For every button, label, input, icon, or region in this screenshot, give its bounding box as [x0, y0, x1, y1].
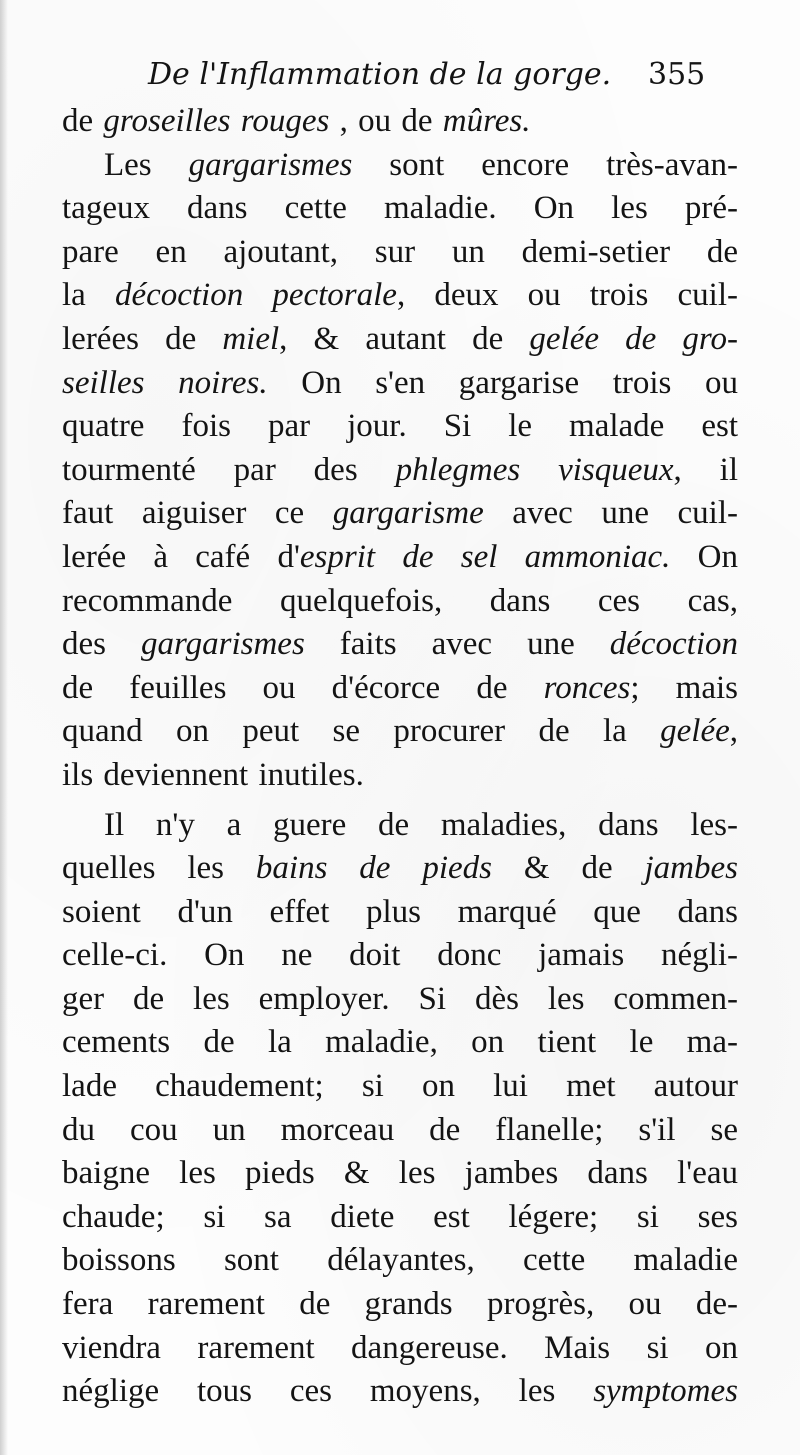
text-run: , ou de: [329, 103, 443, 139]
text-line: [62, 1283, 738, 1327]
body-text: [62, 100, 738, 1414]
text-line: [62, 536, 738, 580]
text-run: chaude; si sa diete est légere; si ses: [62, 1198, 738, 1235]
text-line: [62, 492, 738, 536]
text-run: ,: [729, 713, 738, 750]
text-run: de feuilles ou d'écorce de: [62, 669, 544, 706]
text-run: sont encore très-avan-: [352, 146, 738, 183]
text-run: de: [62, 103, 104, 139]
text-run: baigne les pieds & les jambes dans l'eau: [62, 1155, 738, 1192]
text-run: & de: [492, 850, 645, 887]
text-line: [62, 710, 738, 754]
text-run: tourmenté par des: [62, 451, 396, 488]
text-run: cements de la maladie, on tient le ma-: [62, 1024, 738, 1061]
text-line: [62, 1109, 738, 1153]
italic-text: décoction: [609, 626, 738, 663]
text-line: [62, 623, 738, 667]
italic-text: gelée de gro-: [529, 320, 738, 357]
italic-text: gargarisme: [332, 495, 484, 532]
text-line: [62, 274, 738, 318]
text-run: ger de les employer. Si dès les commen-: [62, 980, 738, 1017]
italic-text: groseilles rouges: [103, 103, 330, 139]
text-run: néglige tous ces moyens, les: [62, 1373, 594, 1410]
text-line: [62, 580, 738, 624]
text-run: lerées de: [62, 320, 223, 357]
text-run: Il n'y a guere de maladies, dans les-: [104, 806, 738, 843]
text-line: [62, 449, 738, 493]
text-run: fera rarement de grands progrès, ou de-: [62, 1286, 738, 1323]
text-line: [62, 318, 738, 362]
text-run: quelles les: [62, 850, 256, 887]
text-run: Les: [104, 146, 189, 183]
text-line: [62, 754, 738, 798]
italic-text: symptomes: [593, 1373, 738, 1410]
text-run: ils deviennent inutiles.: [62, 756, 364, 793]
text-line: [62, 847, 738, 891]
text-run: quand on peut se procurer de la: [62, 713, 661, 750]
text-run: , il: [673, 451, 738, 488]
italic-text: gargarismes: [188, 146, 353, 183]
text-line: [62, 1065, 738, 1109]
italic-text: seilles noires.: [62, 364, 268, 401]
text-run: ; mais: [630, 669, 738, 706]
text-run: recommande quelquefois, dans ces cas,: [62, 582, 738, 619]
italic-text: esprit de sel ammoniac.: [299, 538, 671, 575]
text-run: tageux dans cette maladie. On les pré-: [62, 190, 738, 227]
text-run: lade chaudement; si on lui met autour: [62, 1068, 738, 1105]
page-edge-shadow: [0, 0, 8, 1455]
text-run: du cou un morceau de flanelle; s'il se: [62, 1111, 738, 1148]
text-line: [62, 978, 738, 1022]
text-line: [62, 667, 738, 711]
italic-text: ronces: [543, 669, 631, 706]
text-run: viendra rarement dangereuse. Mais si on: [62, 1329, 738, 1366]
italic-text: mûres.: [442, 103, 531, 139]
text-line: [62, 1152, 738, 1196]
text-line: [62, 231, 738, 275]
chapter-title: De l'Inflammation de la gorge.: [148, 57, 612, 92]
italic-text: phlegmes visqueux: [395, 451, 674, 488]
text-line: [62, 1239, 738, 1283]
text-run: boissons sont délayantes, cette maladie: [62, 1242, 738, 1279]
text-run: faits avec une: [304, 626, 610, 663]
text-run: , & autant de: [279, 320, 530, 357]
text-line: [62, 1196, 738, 1240]
italic-text: gargarismes: [141, 626, 305, 663]
text-run: lerée à café d': [62, 538, 300, 575]
text-run: On s'en gargarise trois ou: [267, 364, 738, 401]
text-line: [62, 891, 738, 935]
text-line: [62, 100, 738, 144]
text-line: [62, 362, 738, 406]
text-line: [62, 405, 738, 449]
italic-text: jambes: [644, 850, 738, 887]
text-line: [62, 1021, 738, 1065]
text-line: [62, 1370, 738, 1414]
text-run: pare en ajoutant, sur un demi-setier de: [62, 233, 738, 270]
text-run: la: [62, 277, 115, 314]
text-run: faut aiguiser ce: [62, 495, 333, 532]
text-run: On: [670, 538, 738, 575]
page-number: 355: [648, 57, 706, 92]
italic-text: bains de pieds: [255, 850, 492, 887]
text-line: [62, 144, 738, 188]
italic-text: miel: [222, 320, 280, 357]
text-run: celle-ci. On ne doit donc jamais négli-: [62, 937, 738, 974]
running-header: [148, 52, 748, 98]
text-run: avec une cuil-: [483, 495, 739, 532]
italic-text: décoction pectorale: [114, 277, 397, 314]
text-line: [62, 187, 738, 231]
text-run: des: [62, 626, 141, 663]
text-run: quatre fois par jour. Si le malade est: [62, 408, 738, 445]
italic-text: gelée: [660, 713, 730, 750]
text-run: soient d'un effet plus marqué que dans: [62, 893, 738, 930]
text-line: [62, 804, 738, 848]
text-line: [62, 934, 738, 978]
text-run: , deux ou trois cuil-: [396, 277, 738, 314]
text-line: [62, 1327, 738, 1371]
